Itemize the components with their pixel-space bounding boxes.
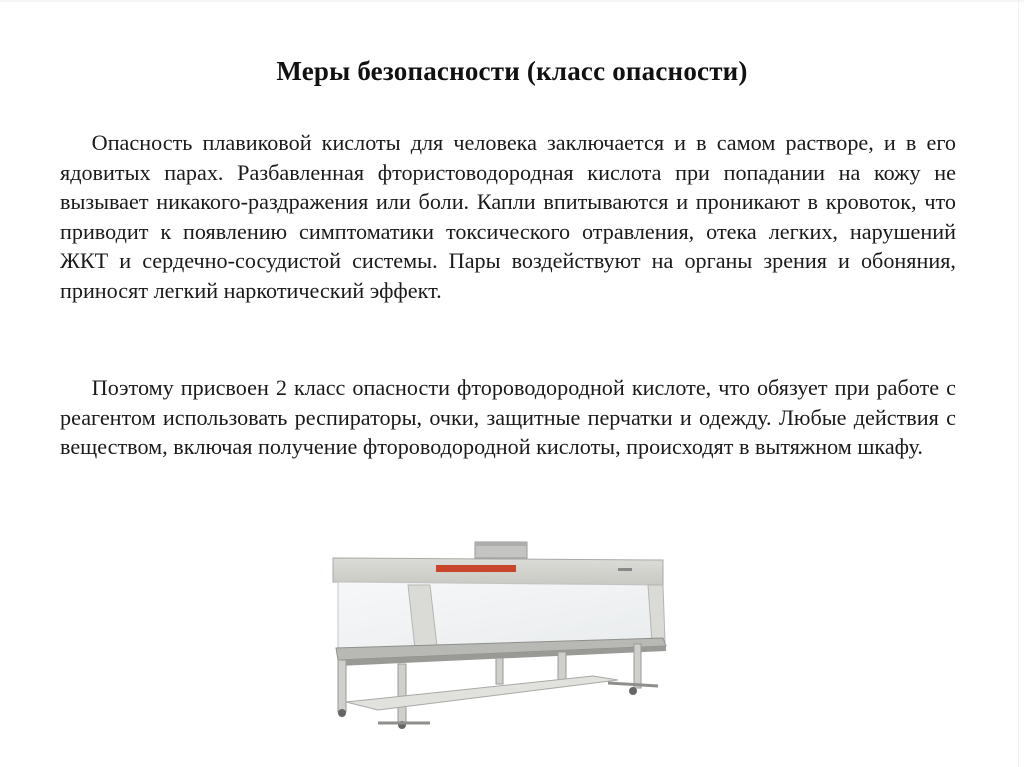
slide-right-edge	[1018, 0, 1019, 767]
brand-logo	[436, 565, 516, 572]
slide-top-edge	[0, 0, 1024, 2]
paragraph-safety-measures: Поэтому присвоен 2 класс опасности фтороводородной кислоте, что обязует при работе с реагентом использовать респираторы, очки, защитные перчатки и одежду. Любые действия с веществом, включая получение фтороводородной кислоты, происходят в вытяжном шкафу.	[60, 375, 956, 459]
paragraph-hazard-description: Опасность плавиковой кислоты для человека заключается и в самом растворе, и в его ядовитых парах. Разбавленная фтористоводородная кислота при попадании на кожу не вызывает никакого-раздражения или боли. Капли впитываются и проникают в кровоток, что приводит к появлению симптоматики токсического отравления, отека легких, нарушений ЖКТ и сердечно-сосудистой системы. Пары воздействуют на органы зрения и обоняния, приносят легкий наркотический эффект.	[60, 130, 956, 303]
slide-title: Меры безопасности (класс опасности)	[276, 56, 748, 86]
fume-hood-illustration	[318, 530, 708, 730]
fume-hood-image	[318, 530, 708, 730]
